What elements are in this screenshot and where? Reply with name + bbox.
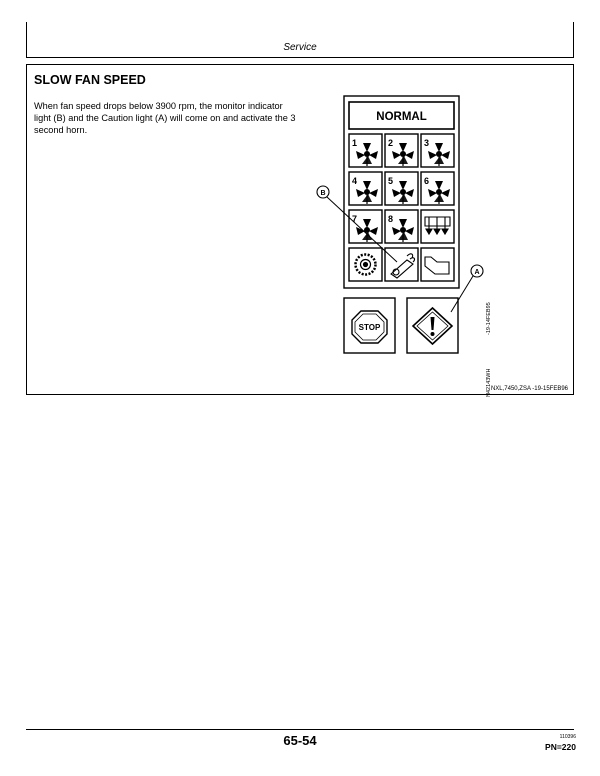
footer-date-code: 110396 bbox=[559, 734, 576, 740]
figure-reference-code: NXL,7450,ZSA -19-15FEB96 bbox=[490, 386, 568, 392]
exclamation-icon bbox=[431, 317, 435, 330]
footer-rule bbox=[26, 729, 574, 730]
figure-side-code-date: -19-14FEB95 bbox=[486, 302, 492, 335]
callout-b-leader bbox=[327, 197, 397, 262]
fan-number-3: 3 bbox=[424, 138, 430, 148]
fan-3-icon bbox=[428, 143, 450, 166]
monitor-panel-figure bbox=[315, 94, 490, 359]
fan-6-icon bbox=[428, 181, 450, 204]
fan-8-icon bbox=[392, 219, 414, 242]
fan-1-icon bbox=[356, 143, 378, 166]
section-header: Service bbox=[283, 42, 317, 53]
fan-number-1: 1 bbox=[352, 138, 358, 148]
fan-number-5: 5 bbox=[388, 176, 394, 186]
fan-number-7: 7 bbox=[352, 214, 358, 224]
fan-number-4: 4 bbox=[352, 176, 358, 186]
metering-valves-icon bbox=[425, 217, 450, 234]
header-rule bbox=[26, 57, 574, 58]
figure-side-code-id: N42143WH bbox=[486, 368, 492, 397]
footer-pn: PN=220 bbox=[545, 742, 576, 752]
fan-number-6: 6 bbox=[424, 176, 430, 186]
section-body: When fan speed drops below 3900 rpm, the monitor indicator light (B) and the Caution light (A) will come on and activate the 3 second horn. bbox=[34, 101, 296, 135]
section-title: SLOW FAN SPEED bbox=[34, 73, 146, 87]
normal-label: NORMAL bbox=[376, 111, 427, 123]
fan-7-icon bbox=[356, 219, 378, 242]
fan-speed-indicator-icon bbox=[391, 254, 414, 278]
fan-number-2: 2 bbox=[388, 138, 394, 148]
grain-tank-icon bbox=[425, 257, 449, 274]
callout-a-label: A bbox=[474, 269, 480, 276]
fan-4-icon bbox=[356, 181, 378, 204]
stop-label: STOP bbox=[358, 323, 381, 332]
page-number: 65-54 bbox=[283, 733, 317, 748]
fan-2-icon bbox=[392, 143, 414, 166]
shaft-rotation-icon bbox=[356, 255, 376, 275]
fan-number-8: 8 bbox=[388, 214, 394, 224]
callout-b-label: B bbox=[320, 190, 326, 197]
fan-5-icon bbox=[392, 181, 414, 204]
